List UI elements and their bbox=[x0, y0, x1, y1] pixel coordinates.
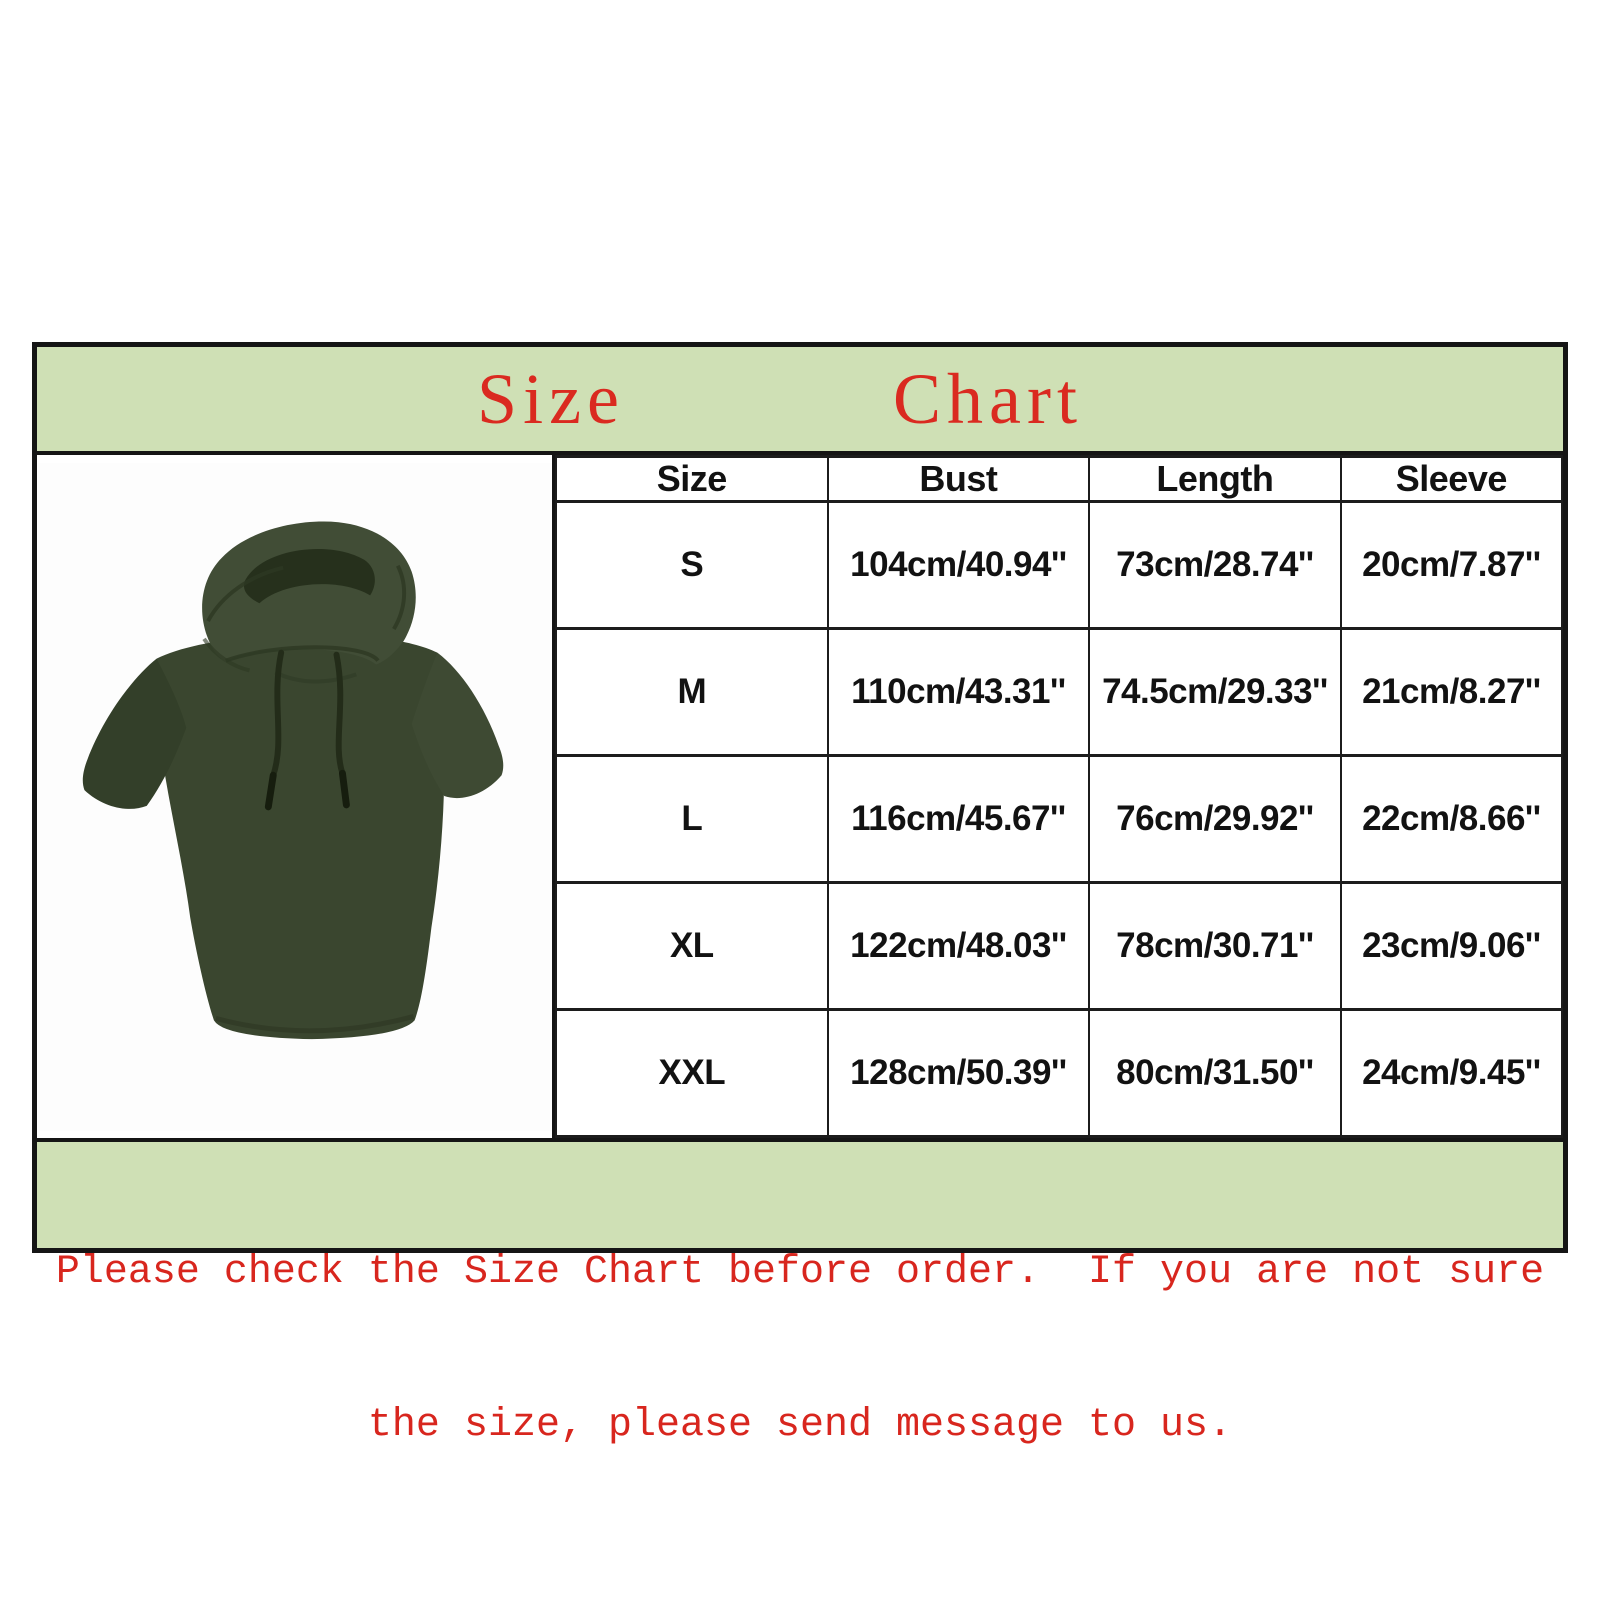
header-title-size: Size bbox=[477, 358, 625, 439]
table-row-s bbox=[556, 502, 1562, 629]
cell-bust: 116cm/45.67'' bbox=[828, 756, 1090, 883]
cell-sleeve: 24cm/9.45'' bbox=[1341, 1010, 1562, 1137]
cell-sleeve: 23cm/9.06'' bbox=[1341, 883, 1562, 1010]
cell-size: L bbox=[556, 756, 828, 883]
footer-note-line1: Please check the Size Chart before order. If you are not sure bbox=[55, 1250, 1545, 1295]
table-row-m bbox=[556, 629, 1562, 756]
cell-bust: 110cm/43.31'' bbox=[828, 629, 1090, 756]
column-header-sleeve: Sleeve bbox=[1341, 457, 1562, 502]
cell-length: 74.5cm/29.33'' bbox=[1089, 629, 1341, 756]
cell-size: XXL bbox=[556, 1010, 828, 1137]
cell-length: 73cm/28.74'' bbox=[1089, 502, 1341, 629]
cell-length: 76cm/29.92'' bbox=[1089, 756, 1341, 883]
column-header-length: Length bbox=[1089, 457, 1341, 502]
size-chart-card bbox=[32, 342, 1568, 1448]
size-table bbox=[555, 455, 1563, 1138]
product-photo bbox=[37, 455, 555, 1138]
cell-size: XL bbox=[556, 883, 828, 1010]
cell-length: 80cm/31.50'' bbox=[1089, 1010, 1341, 1137]
table-row-xxl bbox=[556, 1010, 1562, 1137]
cell-sleeve: 21cm/8.27'' bbox=[1341, 629, 1562, 756]
size-chart-header bbox=[37, 347, 1563, 455]
cell-bust: 104cm/40.94'' bbox=[828, 502, 1090, 629]
column-header-size: Size bbox=[556, 457, 828, 502]
size-table-wrap bbox=[555, 455, 1563, 1138]
card-body bbox=[37, 455, 1563, 1138]
cell-length: 78cm/30.71'' bbox=[1089, 883, 1341, 1010]
cell-size: M bbox=[556, 629, 828, 756]
cell-bust: 128cm/50.39'' bbox=[828, 1010, 1090, 1137]
footer-note-line2: the size, please send message to us. bbox=[367, 1403, 1233, 1448]
hooded-tshirt-illustration bbox=[38, 462, 552, 1132]
column-header-bust: Bust bbox=[828, 457, 1090, 502]
cell-bust: 122cm/48.03'' bbox=[828, 883, 1090, 1010]
table-row-l bbox=[556, 756, 1562, 883]
header-title-chart: Chart bbox=[893, 358, 1083, 439]
cell-sleeve: 22cm/8.66'' bbox=[1341, 756, 1562, 883]
table-header-row bbox=[556, 457, 1562, 502]
footer-note bbox=[37, 1138, 1563, 1448]
cell-sleeve: 20cm/7.87'' bbox=[1341, 502, 1562, 629]
table-row-xl bbox=[556, 883, 1562, 1010]
cell-size: S bbox=[556, 502, 828, 629]
